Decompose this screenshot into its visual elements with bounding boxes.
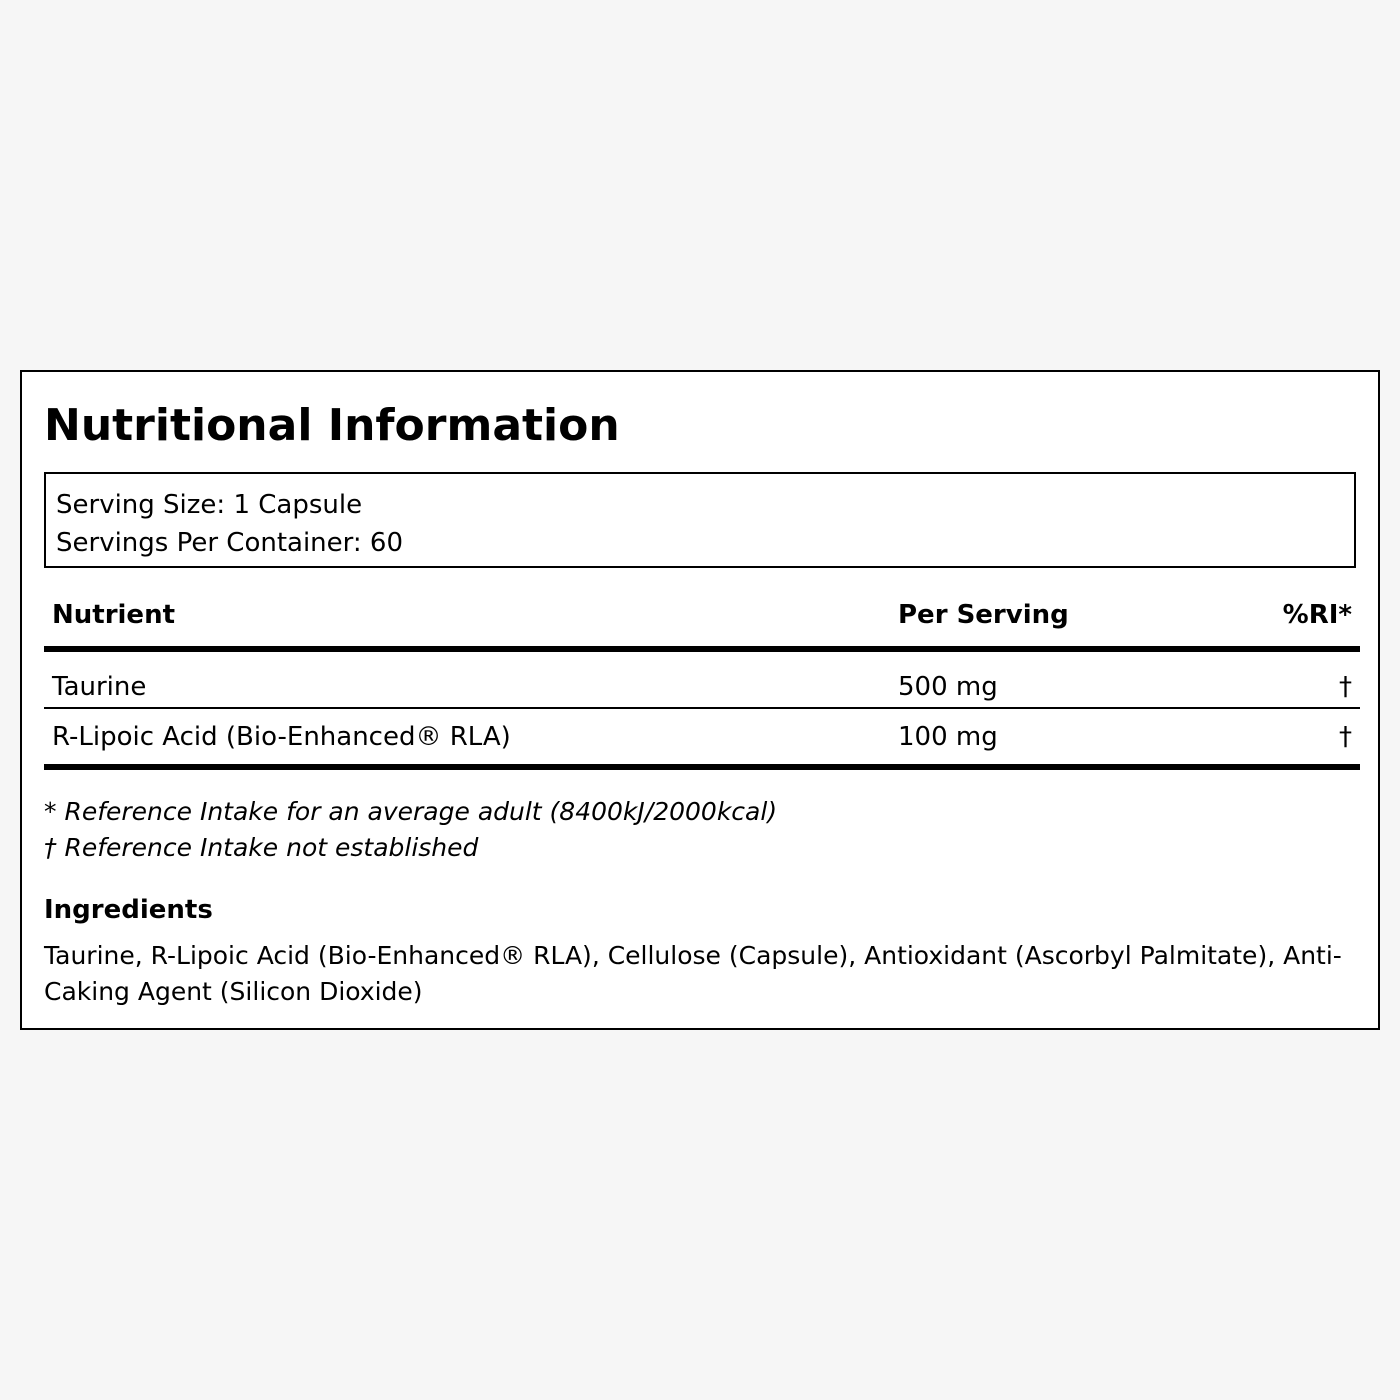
footnote-reference-intake: * Reference Intake for an average adult (8400kJ/2000kcal) xyxy=(44,797,778,826)
nutrient-table xyxy=(44,590,1360,770)
nutrient-amount: 100 mg xyxy=(898,722,998,752)
nutrient-amount: 500 mg xyxy=(898,672,998,702)
header-per-serving: Per Serving xyxy=(898,600,1069,630)
footnote-not-established: † Reference Intake not established xyxy=(44,833,479,862)
ingredients-list: Taurine, R-Lipoic Acid (Bio-Enhanced® RLA), Cellulose (Capsule), Antioxidant (Ascorbyl Palmitate), Anti-Caking Agent (Silicon Dioxide) xyxy=(44,941,1342,1006)
header-ri: %RI* xyxy=(1282,600,1352,630)
table-header-row xyxy=(44,590,1360,652)
nutrient-ri: † xyxy=(1339,672,1352,702)
panel-title: Nutritional Information xyxy=(44,400,620,451)
nutrition-panel xyxy=(20,370,1380,1030)
serving-size: Serving Size: 1 Capsule xyxy=(56,490,363,520)
nutrient-name: Taurine xyxy=(52,672,147,702)
nutrient-ri: † xyxy=(1339,722,1352,752)
servings-per-container: Servings Per Container: 60 xyxy=(56,528,404,558)
table-row xyxy=(44,709,1360,770)
header-nutrient: Nutrient xyxy=(52,600,176,630)
nutrient-name: R-Lipoic Acid (Bio-Enhanced® RLA) xyxy=(52,722,511,752)
ingredients-heading: Ingredients xyxy=(44,895,213,925)
footnotes xyxy=(44,794,777,866)
serving-info-box xyxy=(44,472,1356,568)
table-row xyxy=(44,652,1360,709)
